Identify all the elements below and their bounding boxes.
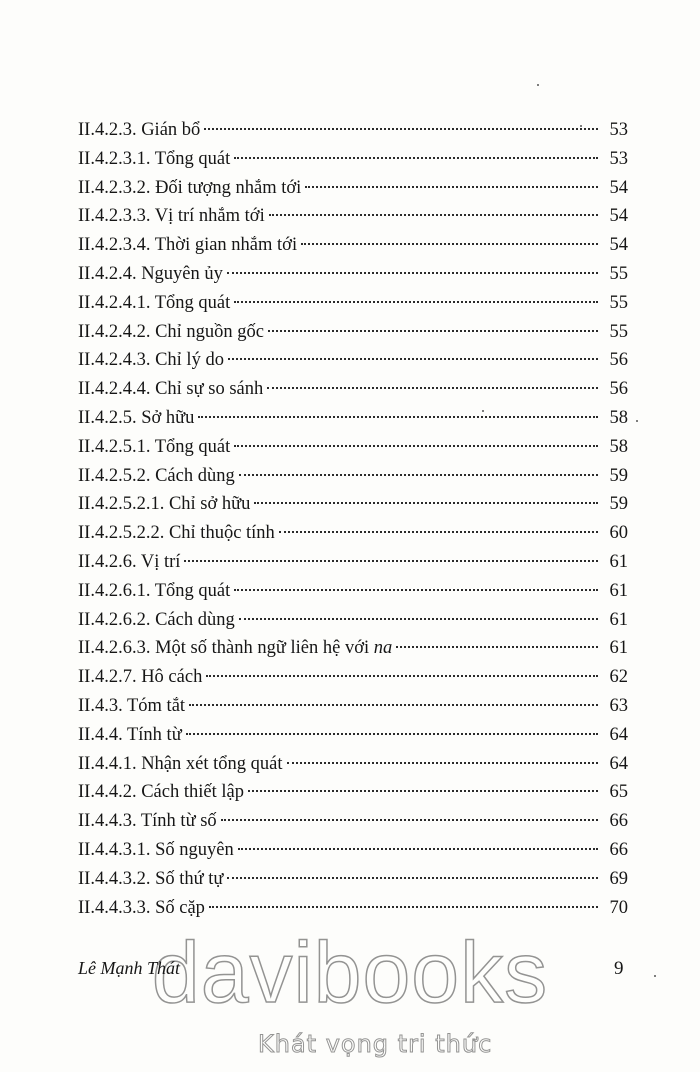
toc-entry-title: [78, 433, 230, 462]
toc-row: [78, 836, 628, 865]
toc-row: [78, 375, 628, 404]
toc-page-number: 61: [609, 609, 628, 630]
toc-row: [78, 750, 628, 779]
toc-entry-label: II.4.4. Tính từ: [78, 724, 182, 745]
toc-entry-label: II.4.2.5.1. Tổng quát: [78, 436, 231, 457]
toc-row: [78, 519, 628, 548]
toc-leader-dots: [287, 762, 599, 764]
toc-page-number: 59: [609, 465, 628, 486]
toc-leader-dots: [396, 646, 598, 648]
toc-entry-label: II.4.2.4.3. Chỉ lý do: [78, 350, 224, 371]
toc-entry-label: II.4.4.3.2. Số thứ tự: [78, 868, 224, 889]
toc-row: [78, 778, 628, 807]
toc-row: [78, 865, 628, 894]
toc-row: [78, 289, 628, 318]
toc-leader-dots: [227, 272, 598, 274]
toc-page-number: 61: [609, 551, 628, 572]
print-speck: [580, 125, 582, 127]
toc-entry-label: II.4.2.3.3. Vị trí nhắm tới: [78, 206, 265, 227]
toc-leader-dots: [305, 186, 598, 188]
toc-row: [78, 404, 628, 433]
toc-page-number: 58: [609, 436, 628, 457]
toc-entry-label-italic: na: [373, 638, 393, 659]
toc-leader-dots: [228, 358, 598, 360]
toc-row: [78, 606, 628, 635]
toc-entry-label: II.4.2.6.3. Một số thành ngữ liên hệ với: [78, 638, 374, 659]
toc-row: [78, 346, 628, 375]
toc-page-number: 62: [609, 667, 628, 688]
toc-entry-label: II.4.2.4. Nguyên ủy: [78, 263, 223, 284]
toc-leader-dots: [239, 618, 598, 620]
toc-page-number: 66: [609, 811, 628, 832]
toc-leader-dots: [234, 445, 598, 447]
toc-page-number: 53: [609, 148, 628, 169]
toc-entry-title: [78, 490, 250, 519]
toc-row: [78, 721, 628, 750]
toc-leader-dots: [186, 733, 598, 735]
toc-entry-title: [78, 692, 185, 721]
toc-page-number: 54: [609, 206, 628, 227]
toc-entry-label: II.4.4.2. Cách thiết lập: [78, 782, 244, 803]
toc-leader-dots: [269, 214, 598, 216]
print-speck: [636, 420, 638, 422]
toc-entry-title: [78, 318, 264, 347]
toc-row: [78, 692, 628, 721]
toc-entry-title: [78, 606, 235, 635]
toc-entry-label: II.4.2.3.4. Thời gian nhắm tới: [78, 235, 298, 256]
toc-entry-title: [78, 346, 224, 375]
toc-row: [78, 577, 628, 606]
toc-entry-label: II.4.3. Tóm tắt: [78, 695, 186, 716]
toc-entry-title: [78, 634, 392, 663]
toc-leader-dots: [234, 157, 598, 159]
toc-entry-label: II.4.2.6.1. Tổng quát: [78, 580, 231, 601]
toc-entry-label: II.4.2.5. Sở hữu: [78, 407, 195, 428]
toc-leader-dots: [239, 474, 598, 476]
print-speck: [482, 410, 484, 412]
toc-entry-title: [78, 116, 200, 145]
toc-row: [78, 318, 628, 347]
toc-leader-dots: [254, 502, 598, 504]
toc-row: [78, 548, 628, 577]
print-speck: [537, 84, 539, 86]
toc-page-number: 58: [609, 407, 628, 428]
toc-row: [78, 894, 628, 923]
toc-entry-title: [78, 231, 297, 260]
toc-row: [78, 634, 628, 663]
toc-entry-title: [78, 663, 202, 692]
toc-page-number: 56: [609, 379, 628, 400]
toc-leader-dots: [267, 387, 598, 389]
toc-leader-dots: [209, 906, 598, 908]
toc-entry-label: II.4.2.6.2. Cách dùng: [78, 609, 235, 630]
toc-page-number: 54: [609, 235, 628, 256]
toc-entry-title: [78, 375, 263, 404]
toc-page-number: 69: [609, 868, 628, 889]
toc-page-number: 64: [609, 753, 628, 774]
toc-leader-dots: [204, 128, 598, 130]
toc-entry-title: [78, 404, 194, 433]
toc-row: [78, 174, 628, 203]
toc-row: [78, 433, 628, 462]
toc-page-number: 63: [609, 695, 628, 716]
toc-row: [78, 260, 628, 289]
toc-leader-dots: [279, 531, 598, 533]
table-of-contents: [78, 116, 628, 922]
toc-entry-title: [78, 548, 180, 577]
toc-entry-title: [78, 174, 301, 203]
toc-leader-dots: [189, 704, 598, 706]
toc-leader-dots: [184, 560, 598, 562]
toc-entry-label: II.4.2.6. Vị trí: [78, 551, 181, 572]
toc-leader-dots: [227, 877, 598, 879]
toc-page-number: 55: [609, 292, 628, 313]
toc-page-number: 60: [609, 523, 628, 544]
toc-entry-label: II.4.4.3.1. Số nguyên: [78, 839, 234, 860]
footer-author: Lê Mạnh Thát: [78, 958, 181, 978]
toc-page-number: 55: [609, 321, 628, 342]
toc-page-number: 61: [609, 580, 628, 601]
watermark-logo: davibooks: [151, 925, 549, 1021]
toc-leader-dots: [234, 589, 598, 591]
toc-entry-label: II.4.2.5.2.2. Chỉ thuộc tính: [78, 523, 275, 544]
toc-entry-title: [78, 289, 230, 318]
footer-page-number: 9: [614, 958, 624, 979]
toc-entry-label: II.4.2.5.2.1. Chỉ sở hữu: [78, 494, 251, 515]
toc-entry-label: II.4.4.3.3. Số cặp: [78, 897, 205, 918]
toc-page-number: 53: [609, 120, 628, 140]
toc-page-number: 65: [609, 782, 628, 803]
toc-leader-dots: [248, 790, 598, 792]
print-speck: [654, 975, 656, 977]
toc-entry-label: II.4.2.4.2. Chỉ nguồn gốc: [78, 321, 265, 342]
toc-leader-dots: [268, 330, 598, 332]
toc-entry-title: [78, 519, 275, 548]
toc-page-number: 61: [609, 638, 628, 659]
toc-row: [78, 202, 628, 231]
watermark-tagline: Khát vọng tri thức: [258, 1030, 493, 1058]
toc-row: [78, 807, 628, 836]
toc-entry-label: II.4.4.3. Tính từ số: [78, 811, 217, 832]
toc-entry-title: [78, 721, 182, 750]
toc-entry-title: [78, 577, 230, 606]
toc-entry-title: [78, 750, 283, 779]
toc-page-number: 64: [609, 724, 628, 745]
toc-entry-label: II.4.2.3.1. Tổng quát: [78, 148, 231, 169]
toc-leader-dots: [234, 301, 598, 303]
toc-page-number: 66: [609, 839, 628, 860]
toc-page-number: 54: [609, 177, 628, 198]
toc-entry-label: II.4.2.5.2. Cách dùng: [78, 465, 235, 486]
toc-entry-label: II.4.2.3.2. Đối tượng nhắm tới: [78, 177, 302, 198]
toc-page-number: 55: [609, 263, 628, 284]
toc-row: [78, 490, 628, 519]
toc-row: [78, 231, 628, 260]
toc-row: [78, 145, 628, 174]
toc-entry-title: [78, 145, 230, 174]
toc-entry-title: [78, 865, 223, 894]
toc-entry-label: II.4.2.4.1. Tổng quát: [78, 292, 231, 313]
toc-entry-title: [78, 778, 244, 807]
toc-entry-label: II.4.2.7. Hô cách: [78, 667, 203, 688]
toc-entry-title: [78, 894, 205, 923]
toc-row: [78, 663, 628, 692]
toc-entry-label: II.4.2.3. Gián bổ: [78, 120, 201, 140]
toc-page-number: 56: [609, 350, 628, 371]
toc-entry-label: II.4.4.1. Nhận xét tổng quát: [78, 753, 283, 774]
toc-leader-dots: [301, 243, 598, 245]
toc-entry-label: II.4.2.4.4. Chỉ sự so sánh: [78, 379, 264, 400]
toc-row: [78, 462, 628, 491]
toc-leader-dots: [221, 819, 598, 821]
toc-leader-dots: [206, 675, 598, 677]
toc-leader-dots: [238, 848, 598, 850]
toc-page-number: 59: [609, 494, 628, 515]
toc-page-number: 70: [609, 897, 628, 918]
toc-entry-title: [78, 260, 223, 289]
toc-entry-title: [78, 836, 234, 865]
toc-entry-title: [78, 807, 217, 836]
toc-entry-title: [78, 202, 265, 231]
toc-row: [78, 116, 628, 145]
toc-entry-title: [78, 462, 235, 491]
toc-leader-dots: [198, 416, 598, 418]
